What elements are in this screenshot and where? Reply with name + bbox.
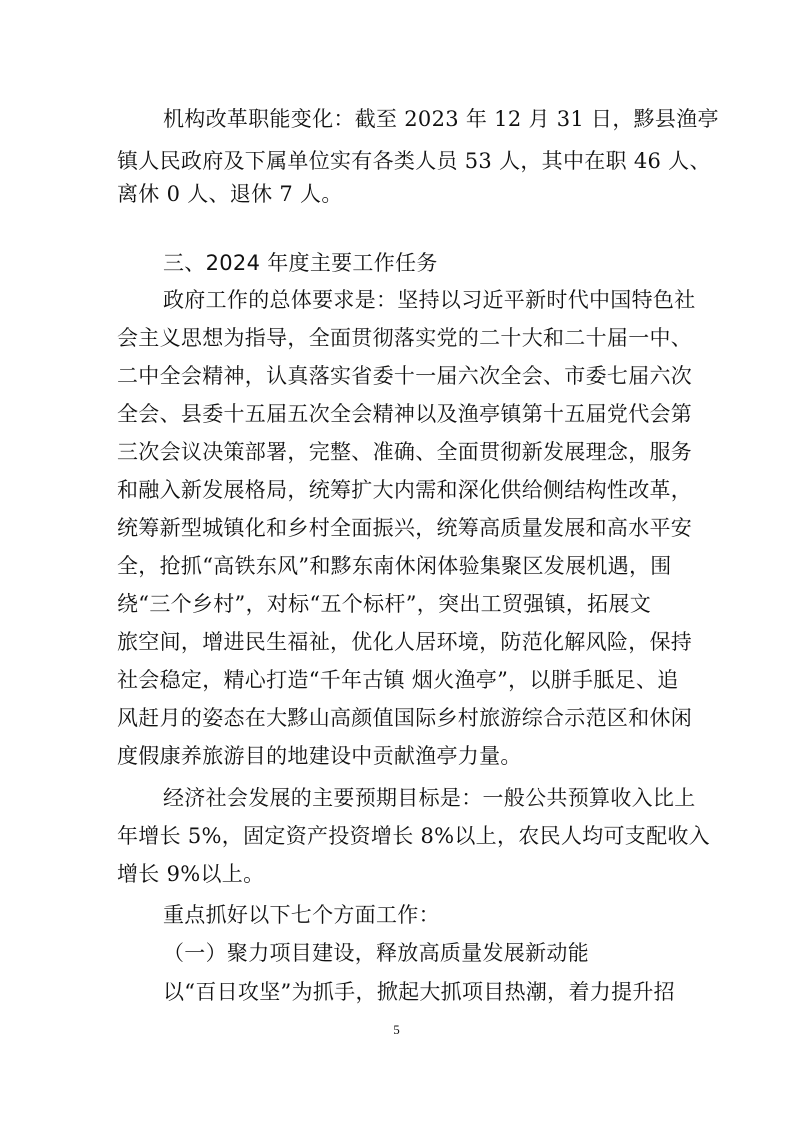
- paragraph-general-line: 旅空间，增进民生福祉，优化人居环境，防范化解风险，保持: [117, 630, 693, 654]
- paragraph-targets-line: 年增长 5%，固定资产投资增长 8%以上，农民人均可支配收入: [117, 824, 710, 848]
- paragraph-general-line: 统筹新型城镇化和乡村全面振兴，统筹高质量发展和高水平安: [117, 516, 693, 540]
- paragraph-general-line: 度假康养旅游目的地建设中贡献渔亭力量。: [117, 744, 522, 768]
- paragraph-general-line: 绕“三个乡村”，对标“五个标杆”，突出工贸强镇，拓展文: [117, 592, 652, 616]
- paragraph-general-line: 全，抢抓“高铁东风”和黟东南休闲体验集聚区发展机遇，围: [117, 554, 672, 578]
- section-heading: 三、2024 年度主要工作任务: [163, 251, 438, 275]
- paragraph-targets-line: 经济社会发展的主要预期目标是：一般公共预算收入比上: [163, 786, 696, 810]
- subheading-project-construction: （一）聚力项目建设，释放高质量发展新动能: [163, 941, 589, 965]
- key-tasks-intro: 重点抓好以下七个方面工作：: [163, 903, 440, 927]
- paragraph-general-line: 政府工作的总体要求是：坚持以习近平新时代中国特色社: [163, 288, 696, 312]
- paragraph-general-line: 风赶月的姿态在大黟山高颜值国际乡村旅游综合示范区和休闲: [117, 706, 693, 730]
- paragraph-general-line: 会主义思想为指导，全面贯彻落实党的二十大和二十届一中、: [117, 326, 693, 350]
- paragraph-general-line: 社会稳定，精心打造“千年古镇 烟火渔亭”，以胼手胝足、追: [117, 668, 679, 692]
- paragraph-staff-line: 离休 0 人、退休 7 人。: [117, 182, 343, 206]
- page-number: 5: [393, 1022, 400, 1037]
- paragraph-general-line: 三次会议决策部署，完整、准确、全面贯彻新发展理念，服务: [117, 440, 693, 464]
- paragraph-projects-line: 以“百日攻坚”为抓手，掀起大抓项目热潮，着力提升招: [163, 980, 675, 1004]
- paragraph-staff-line: 镇人民政府及下属单位实有各类人员 53 人，其中在职 46 人、: [117, 149, 711, 173]
- paragraph-general-line: 全会、县委十五届五次全会精神以及渔亭镇第十五届党代会第: [117, 402, 693, 426]
- paragraph-staff-line: 机构改革职能变化：截至 2023 年 12 月 31 日，黟县渔亭: [163, 107, 719, 131]
- paragraph-general-line: 和融入新发展格局，统筹扩大内需和深化供给侧结构性改革，: [117, 478, 693, 502]
- paragraph-targets-line: 增长 9%以上。: [117, 862, 265, 886]
- paragraph-general-line: 二中全会精神，认真落实省委十一届六次全会、市委七届六次: [117, 364, 693, 388]
